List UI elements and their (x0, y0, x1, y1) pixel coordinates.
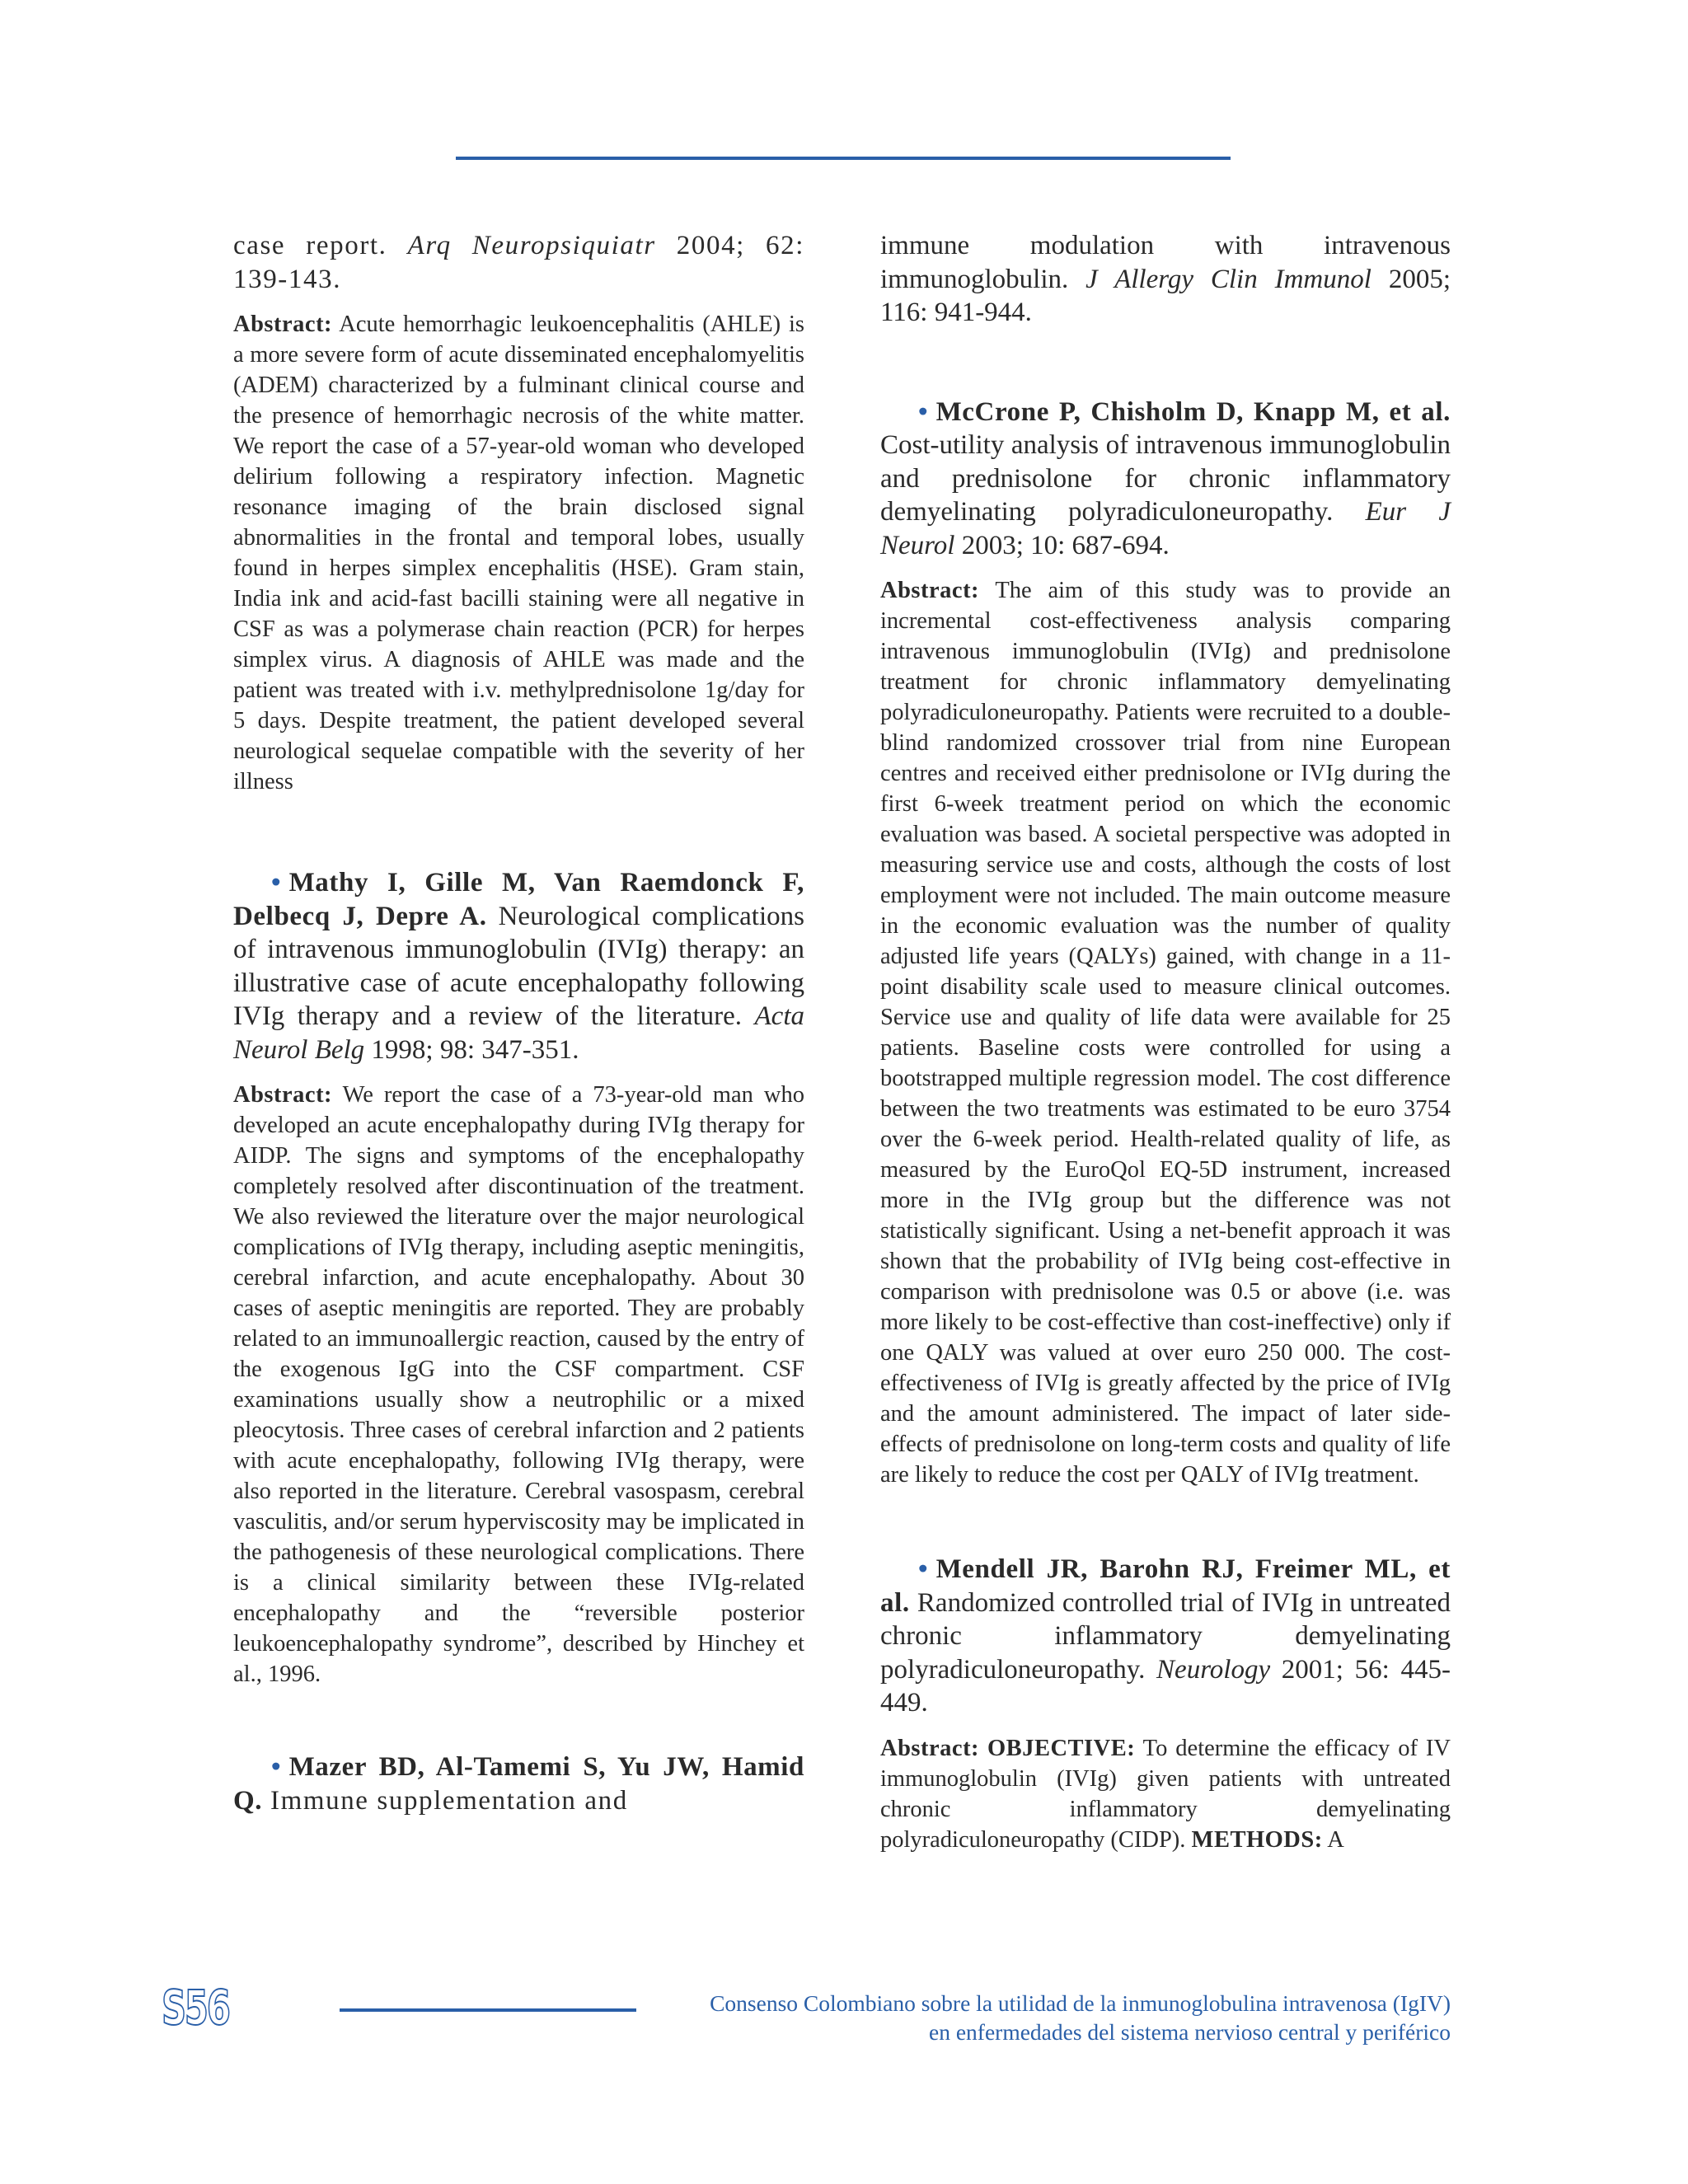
reference-continued (880, 229, 1451, 330)
citation: 2004; 62: 139-143. (233, 231, 804, 294)
reference-text: case report. (233, 231, 408, 260)
journal-name: Eur J Neurol (880, 497, 1451, 560)
citation: 1998; 98: 347-351. (364, 1034, 579, 1065)
page-number: S56 (162, 1980, 229, 2036)
bullet-icon: • (918, 396, 928, 427)
footer-rule (340, 2008, 636, 2012)
authors: Mazer BD, Al-Tamemi S, Yu JW, Hamid Q. (233, 1752, 804, 1816)
abstract-label: Abstract: (880, 578, 980, 603)
running-footer (710, 1989, 1451, 2046)
objective-text: To determine the efficacy of IV immunoglobulin (IVIg) given patients with untreated chronic inflammatory demyelinating polyradiculoneuropathy (CIDP). (880, 1735, 1451, 1853)
reference-text: immune modulation with intravenous immunoglobulin. (880, 231, 1451, 294)
footer-line-2: en enfermedades del sistema nervioso central y periférico (929, 2019, 1451, 2045)
bullet-icon: • (271, 868, 281, 898)
article-title: Randomized controlled trial of IVIg in untreated chronic inflammatory demyelinating polyradiculoneuropathy. (880, 1587, 1451, 1685)
authors: McCrone P, Chisholm D, Knapp M, et al. (935, 396, 1451, 427)
abstract (880, 1733, 1451, 1855)
article-title: Neurological complications of intravenous immunoglobulin (IVIg) therapy: an illustrative case of acute encephalopathy following IVIg therapy and a review of the literature. (233, 901, 804, 1031)
reference-continued (233, 229, 804, 296)
footer-line-1: Consenso Colombiano sobre la utilidad de la inmunoglobulina intravenosa (IgIV) (710, 1990, 1451, 2016)
journal-name: J Allergy Clin Immunol (1085, 264, 1372, 294)
citation: 2005; 116: 941-944. (880, 264, 1451, 327)
reference-mendell (880, 1553, 1451, 1720)
abstract-text: Acute hemorrhagic leukoencephalitis (AHLE) is a more severe form of acute disseminated encephalomyelitis (ADEM) characterized by a fulminant clinical course and the presence of hemorrhagic necrosis of the white matter. We report the case of a 57-year-old woman who developed delirium following a respiratory infection. Magnetic resonance imaging of the brain disclosed signal abnormalities in the frontal and temporal lobes, usually found in herpes simplex encephalitis (HSE). Gram stain, India ink and acid-fast bacilli staining were all negative in CSF as was a polymerase chain reaction (PCR) for herpes simplex virus. A diagnosis of AHLE was made and the patient was treated with i.v. methylprednisolone 1g/day for 5 days. Despite treatment, the patient developed several neurological sequelae compatible with the severity of her illness (233, 312, 804, 794)
article-title: Cost-utility analysis of intravenous immunoglobulin and prednisolone for chronic inflammatory demyelinating polyradiculoneuropathy. (880, 430, 1451, 527)
methods-text: A (1322, 1826, 1344, 1853)
citation: 2001; 56: 445-449. (880, 1654, 1451, 1718)
reference-mazer (233, 1750, 804, 1817)
article-title: Immune supplementation and (262, 1785, 628, 1816)
journal-name: Neurology (1156, 1654, 1271, 1685)
bullet-icon: • (271, 1752, 281, 1782)
abstract-text: The aim of this study was to provide an incremental cost-effectiveness analysis comparing intravenous immunoglobulin (IVIg) and prednisolone treatment for chronic inflammatory demyelinating polyradiculoneuropathy. Patients were recruited to a double-blind randomized crossover trial from nine European centres and received either prednisolone or IVIg during the first 6-week treatment period on which the economic evaluation was based. A societal perspective was adopted in measuring service use and costs, although the costs of lost employment were not included. The main outcome measure in the economic evaluation was the number of quality adjusted life years (QALYs) gained, with change in a 11-point disability scale used to measure clinical outcomes. Service use and quality of life data were available for 25 patients. Baseline costs were controlled for using a bootstrapped multiple regression model. The cost difference between the two treatments was estimated to be euro 3754 over the 6-week period. Health-related quality of life, as measured by the EuroQol EQ-5D instrument, increased more in the IVIg group but the difference was not statistically significant. Using a net-benefit approach it was shown that the probability of IVIg being cost-effective in comparison with prednisolone was 0.5 or above (i.e. was more likely to be cost-effective than cost-ineffective) only if one QALY was valued at over euro 250 000. The cost-effectiveness of IVIg is greatly affected by the price of IVIg and the amount administered. The impact of later side-effects of prednisolone on long-term costs and quality of life are likely to reduce the cost per QALY of IVIg treatment. (880, 578, 1451, 1488)
bullet-icon: • (918, 1554, 928, 1584)
header-rule (456, 157, 1231, 160)
abstract (880, 575, 1451, 1490)
abstract-label: Abstract: (233, 312, 333, 337)
abstract-label: Abstract: (233, 1082, 333, 1108)
authors: Mendell JR, Barohn RJ, Freimer ML, et al. (880, 1554, 1451, 1618)
abstract-label: Abstract: (880, 1735, 980, 1761)
methods-label: METHODS: (1191, 1826, 1323, 1853)
right-column (880, 229, 1451, 1855)
journal-name: Arq Neuropsiquiatr (407, 231, 656, 260)
abstract (233, 309, 804, 797)
reference-mathy (233, 866, 804, 1066)
abstract-text: We report the case of a 73-year-old man who developed an acute encephalopathy during IVIg therapy for AIDP. The signs and symptoms of the encephalopathy completely resolved after discontinuation of the treatment. We also reviewed the literature over the major neurological complications of IVIg therapy, including aseptic meningitis, cerebral infarction, and acute encephalopathy. About 30 cases of aseptic meningitis are reported. They are probably related to an immunoallergic reaction, caused by the entry of the exogenous IgG into the CSF compartment. CSF examinations usually show a neutrophilic or a mixed pleocytosis. Three cases of cerebral infarction and 2 patients with acute encephalopathy, following IVIg therapy, were also reported in the literature. Cerebral vasospasm, cerebral vasculitis, and/or serum hyperviscosity may be implicated in the pathogenesis of these neurological complications. There is a clinical similarity between these IVIg-related encephalopathy and the “reversible posterior leukoencephalopathy syndrome”, described by Hinchey et al., 1996. (233, 1082, 804, 1687)
citation: 2003; 10: 687-694. (954, 530, 1170, 560)
objective-label: OBJECTIVE: (987, 1735, 1136, 1761)
authors: Mathy I, Gille M, Van Raemdonck F, Delbecq J, Depre A. (233, 868, 804, 931)
reference-mccrone (880, 396, 1451, 563)
abstract (233, 1080, 804, 1690)
left-column (233, 229, 804, 1817)
journal-name: Acta Neurol Belg (233, 1001, 804, 1065)
